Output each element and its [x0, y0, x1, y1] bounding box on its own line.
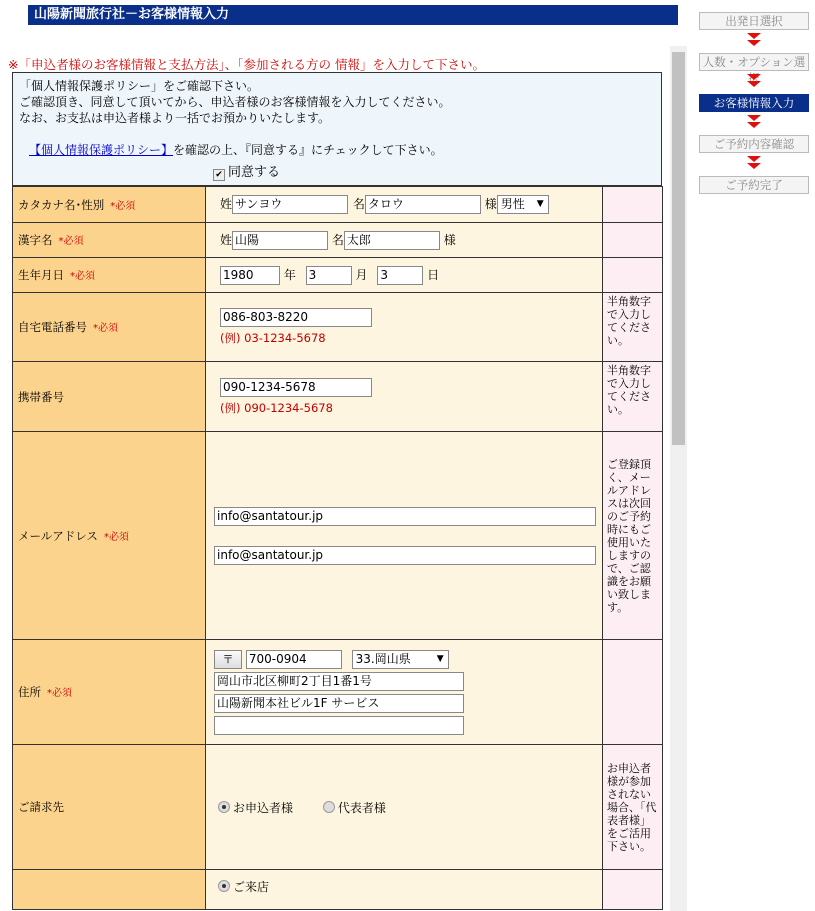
arrow-down-icon	[699, 71, 809, 94]
honorific: 様	[443, 232, 456, 247]
month-unit: 月	[355, 267, 368, 282]
instruction-notice: ※「申込者様のお客様情報と支払方法」、「参加される方の 情報」を入力して下さい。	[8, 57, 485, 72]
kanji-sei-input[interactable]: 山陽	[232, 231, 328, 250]
mei-prefix: 名	[352, 197, 365, 211]
step-complete: ご予約完了	[699, 176, 809, 194]
mobile-label: 携帯番号	[18, 389, 64, 404]
policy-instruction: を確認の上、『同意する』にチェックして下さい。	[173, 143, 443, 157]
row-email	[13, 432, 663, 640]
billing-option1-label: お申込者様	[233, 800, 294, 815]
row-visit	[13, 870, 663, 910]
mobile-example: (例) 090-1234-5678	[220, 400, 333, 415]
arrow-down-icon	[699, 30, 809, 53]
customer-form	[12, 72, 662, 910]
radio-checked-icon	[218, 801, 230, 813]
email-confirm-input[interactable]: info@santatour.jp	[214, 546, 596, 565]
sei-prefix: 姓	[220, 197, 233, 211]
scrollbar-thumb[interactable]	[672, 52, 685, 445]
year-unit: 年	[283, 267, 296, 282]
billing-option-representative[interactable]	[323, 801, 386, 815]
step-people-options: 人数・オプション選択	[699, 53, 809, 71]
row-birth	[13, 258, 663, 293]
billing-option-applicant[interactable]	[218, 801, 293, 815]
step-customer-info: お客様情報入力	[699, 94, 809, 112]
customer-info-table	[12, 186, 663, 910]
kana-mei-input[interactable]: タロウ	[365, 195, 481, 214]
row-kanji	[13, 223, 663, 258]
agree-label: 同意する	[228, 165, 281, 180]
visit-option-label: ご来店	[233, 880, 270, 894]
birth-day-input[interactable]: 3	[377, 266, 423, 285]
step-confirm: ご予約内容確認	[699, 135, 809, 153]
home-phone-label: 自宅電話番号	[18, 320, 87, 334]
address-line3-input[interactable]	[214, 716, 464, 735]
birth-label: 生年月日	[18, 268, 64, 282]
billing-option2-label: 代表者様	[337, 800, 386, 815]
sei-prefix: 姓	[220, 232, 233, 247]
intro-line-3: なお、お支払は申込者様より一括でお預かりいたします。	[19, 111, 331, 125]
kana-label: カタカナ名･性別	[18, 197, 105, 212]
intro-line-1: 「個人情報保護ポリシー」をご確認下さい。	[19, 79, 260, 93]
birth-month-input[interactable]: 3	[306, 266, 352, 285]
row-address	[13, 640, 663, 745]
email-input[interactable]: info@santatour.jp	[214, 507, 596, 526]
email-label: メールアドレス	[18, 528, 98, 543]
arrow-down-icon	[699, 112, 809, 135]
zip-lookup-button[interactable]: 〒	[214, 650, 242, 669]
mobile-note: 半角数字で入力してください。	[603, 362, 663, 432]
required-mark: *必須	[110, 200, 136, 212]
honorific: 様	[484, 197, 497, 211]
home-phone-note: 半角数字で入力してください。	[603, 293, 663, 362]
chevron-down-icon: ▼	[536, 199, 544, 209]
home-phone-example: (例) 03-1234-5678	[220, 331, 326, 345]
radio-unchecked-icon	[323, 801, 335, 813]
zip-input[interactable]: 700-0904	[246, 650, 342, 669]
billing-note: お申込者様が参加されない場合、「代表者様」をご活用下さい。	[603, 745, 663, 870]
row-mobile	[13, 362, 663, 432]
agree-checkbox[interactable]: ✔	[213, 169, 225, 181]
gender-select[interactable]	[497, 195, 549, 214]
privacy-intro	[12, 72, 662, 186]
address-line2-input[interactable]: 山陽新聞本社ビル1F サービス	[214, 694, 464, 713]
kanji-mei-input[interactable]: 太郎	[344, 231, 440, 250]
intro-line-2: ご確認頂き、同意して頂いてから、申込者様のお客様情報を入力してください。	[19, 95, 451, 109]
chevron-down-icon: ▼	[436, 653, 444, 664]
prefecture-select[interactable]	[352, 650, 449, 669]
row-billing	[13, 745, 663, 870]
page-title: 山陽新聞旅行社－お客様情報入力	[28, 5, 678, 25]
birth-year-input[interactable]: 1980	[220, 266, 280, 285]
required-mark: *必須	[103, 531, 129, 543]
step-departure: 出発日選択	[699, 12, 809, 30]
billing-label: ご請求先	[18, 800, 64, 814]
gender-value: 男性	[500, 197, 525, 211]
visit-option[interactable]	[218, 880, 269, 894]
kanji-label: 漢字名	[18, 233, 53, 247]
row-kana	[13, 187, 663, 223]
prefecture-value: 33.岡山県	[355, 651, 411, 666]
progress-steps	[699, 12, 809, 194]
kana-sei-input[interactable]: サンヨウ	[232, 195, 348, 214]
address-line1-input[interactable]: 岡山市北区柳町2丁目1番1号	[214, 672, 464, 691]
mei-prefix: 名	[331, 232, 344, 247]
required-mark: *必須	[58, 236, 84, 247]
required-mark: *必須	[70, 271, 95, 282]
address-label: 住所	[18, 685, 41, 699]
arrow-down-icon	[699, 153, 809, 176]
home-phone-input[interactable]: 086-803-8220	[220, 308, 372, 327]
email-note: ご登録頂く、メールアドレスは次回のご予約時にもご使用いたしますので、ご認識をお願い致します。	[603, 432, 663, 640]
agree-checkbox-row[interactable]	[213, 165, 280, 181]
required-mark: *必須	[93, 323, 118, 334]
radio-checked-icon	[218, 880, 230, 892]
day-unit: 日	[427, 267, 440, 282]
mobile-input[interactable]: 090-1234-5678	[220, 378, 372, 397]
privacy-policy-link[interactable]: 【個人情報保護ポリシー】	[29, 143, 174, 157]
row-home-phone	[13, 293, 663, 362]
required-mark: *必須	[47, 688, 72, 699]
